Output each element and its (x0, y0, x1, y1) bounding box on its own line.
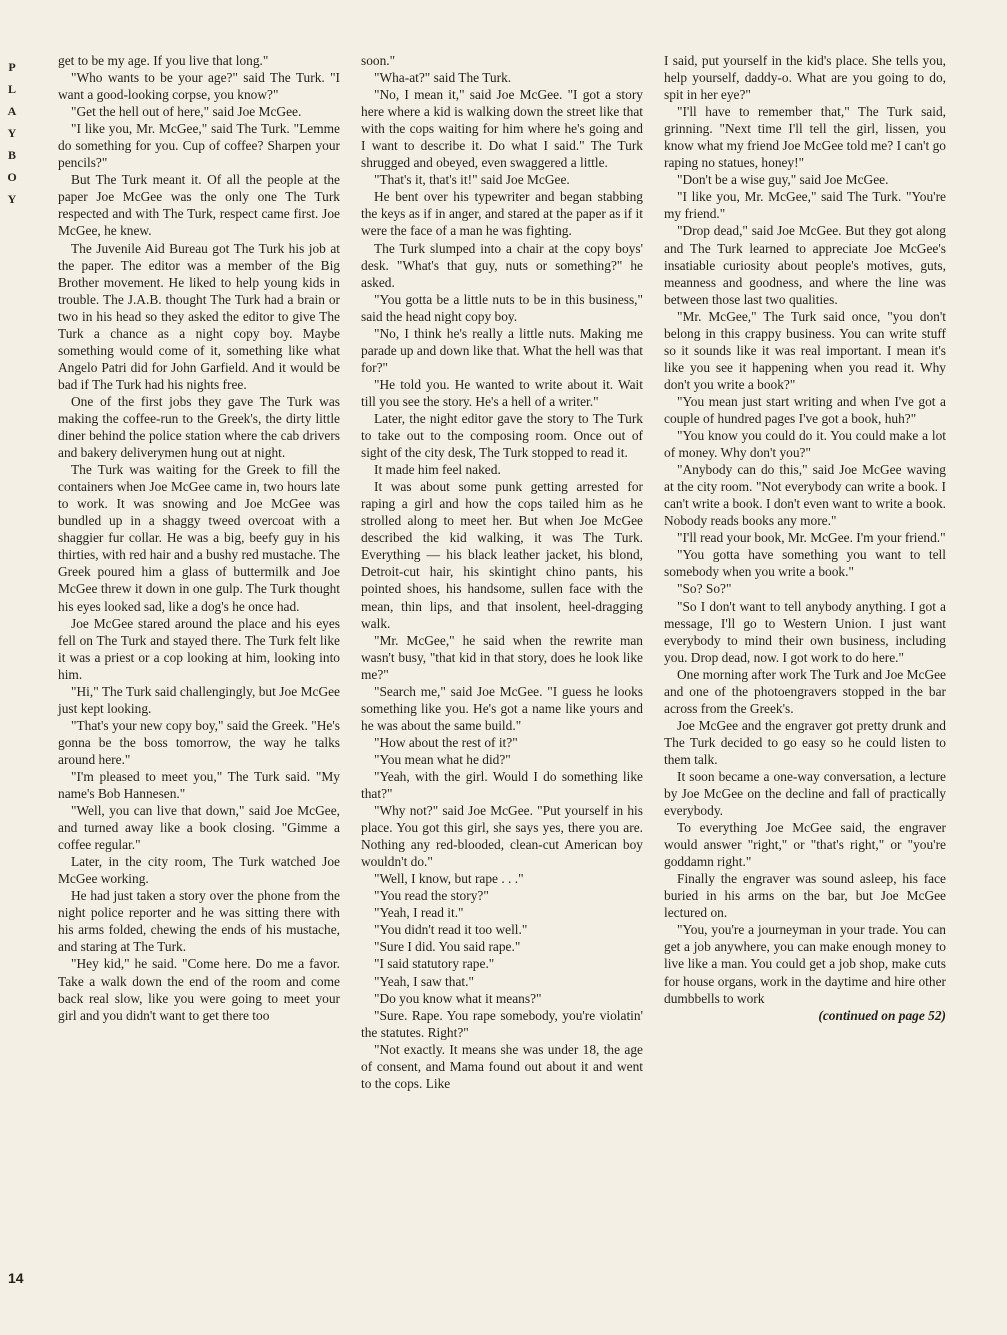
paragraph: "That's it, that's it!" said Joe McGee. (374, 172, 570, 188)
paragraph: One morning after work The Turk and Joe McGee and one of the photoengravers stopped in the bar across from the Greek's. (664, 666, 946, 716)
paragraph: "How about the rest of it?" (374, 734, 518, 750)
paragraph: "So I don't want to tell anybody anything. I got a message, I'll go to Western Union. I just want everybody to mind their own business, including you. Drop dead, now. I got work to do here." (664, 598, 946, 665)
paragraph: To everything Joe McGee said, the engraver would answer "right," or "that's right," or "you're goddamn right." (664, 820, 946, 870)
paragraph: "I said statutory rape." (374, 956, 495, 972)
paragraph: Finally the engraver was sound asleep, his face buried in his arms on the bar, but Joe McGee lectured on. (664, 871, 946, 921)
paragraph: "Sure I did. You said rape." (374, 939, 521, 955)
paragraph: "No, I think he's really a little nuts. Making me parade up and down like that. What the hell was that for?" (361, 325, 643, 375)
paragraph: It soon became a one-way conversation, a lecture by Joe McGee on the decline and fall of practically everybody. (664, 768, 946, 819)
paragraph: Joe McGee and the engraver got pretty drunk and The Turk decided to go easy so he could listen to them talk. (664, 717, 946, 767)
paragraph: "You mean just start writing and when I've got a couple of hundred pages I've got a book, huh?" (664, 393, 946, 426)
paragraph: "I'll have to remember that," The Turk said, grinning. "Next time I'll tell the girl, lissen, you know what my friend Joe McGee told me? I can't go raping no statues, honey!" (664, 104, 946, 171)
spine-letter: Y (7, 126, 17, 140)
spine-letter: L (7, 82, 16, 96)
paragraph: "You gotta be a little nuts to be in this business," said the head night copy boy. (361, 291, 643, 324)
paragraph: "You mean what he did?" (374, 751, 511, 767)
paragraph: "I like you, Mr. McGee," said The Turk. "You're my friend." (664, 189, 946, 222)
paragraph: I said, put yourself in the kid's place. She tells you, help yourself, daddy-o. What are you going to do, spit in her eye?" (664, 53, 946, 103)
paragraph: He had just taken a story over the phone from the night police reporter and he was sitting there with his arms folded, chewing the ends of his mustache, and staring at The Turk. (58, 888, 340, 955)
paragraph: "Yeah, I saw that." (374, 973, 474, 989)
paragraph: get to be my age. If you live that long." (58, 53, 269, 68)
paragraph: "Mr. McGee," he said when the rewrite man wasn't busy, "that kid in that story, does he look like me?" (361, 632, 643, 682)
spine-letter: Y (7, 192, 17, 206)
paragraph: "Yeah, with the girl. Would I do something like that?" (361, 768, 643, 802)
magazine-spine-title (4, 56, 20, 210)
paragraph: The Juvenile Aid Bureau got The Turk his job at the paper. The editor was a member of the Big Brother movement. He liked to help young kids in trouble. The J.A.B. thought The Turk had a brain or two in his head so they asked the editor to give The Turk a chance as a night copy boy. Maybe something would come of it, something like what Angelo Patri did for John Garfield. And it would be bad if The Turk had his nights free. (58, 240, 340, 392)
paragraph: "That's your new copy boy," said the Greek. "He's gonna be the boss tomorrow, the way he talks around here." (58, 717, 340, 767)
paragraph: "Don't be a wise guy," said Joe McGee. (677, 172, 889, 188)
paragraph: Later, in the city room, The Turk watched Joe McGee working. (58, 854, 340, 887)
text-column-2 (361, 52, 643, 1092)
paragraph: "I like you, Mr. McGee," said The Turk. "Lemme do something for you. Cup of coffee? Sharpen your pencils?" (58, 121, 340, 171)
paragraph: "I'm pleased to meet you," The Turk said. "My name's Bob Hannesen." (58, 768, 340, 802)
spine-letter: P (8, 60, 16, 74)
paragraph: "You, you're a journeyman in your trade. You can get a job anywhere, you can make enough money to live like a man. You could get a job shop, make cuts for house organs, work in the daytime and hire other dumbbells to work (664, 922, 946, 1006)
paragraph: soon." (361, 53, 396, 68)
text-column-3 (664, 52, 946, 1024)
paragraph: "Anybody can do this," said Joe McGee waving at the city room. "Not everybody can write a book. I can't write a book. I don't even want to write a book. Nobody reads books any more." (664, 462, 946, 529)
text-column-1 (58, 52, 340, 1024)
paragraph: "Get the hell out of here," said Joe McGee. (71, 104, 302, 120)
paragraph: "He told you. He wanted to write about it. Wait till you see the story. He's a hell of a writer." (361, 376, 643, 409)
paragraph: Joe McGee stared around the place and his eyes fell on The Turk and stayed there. The Turk felt like it was a priest or a cop looking at him, looking into him. (58, 615, 340, 682)
paragraph: "Drop dead," said Joe McGee. But they got along and The Turk learned to appreciate Joe McGee's insatiable curiosity about people's motives, guts, meanness and goodness, and where the line was between those last two qualities. (664, 223, 946, 307)
paragraph: Later, the night editor gave the story to The Turk to take out to the composing room. Once out of sight of the city desk, The Turk stopped to read it. (361, 410, 643, 461)
paragraph: "You didn't read it too well." (374, 922, 528, 938)
paragraph: One of the first jobs they gave The Turk was making the coffee-run to the Greek's, the dirty little diner behind the police station where the cab drivers and bakery deliverymen hung out at night. (58, 393, 340, 461)
paragraph: "You know you could do it. You could make a lot of money. Why don't you?" (664, 428, 946, 461)
spine-letter: B (7, 148, 16, 162)
paragraph: "Well, I know, but rape . . ." (374, 871, 524, 887)
paragraph: "Not exactly. It means she was under 18, the age of consent, and Mama found out about it and went to the cops. Like (361, 1041, 643, 1091)
paragraph: The Turk was waiting for the Greek to fill the containers when Joe McGee came in, two hours late to work. It was snowing and Joe McGee was bundled up in a shaggy tweed overcoat with a shaggier fur collar. He was a big, beefy guy in his thirties, with red hair and a bushy red mustache. The Greek poured him a glass of buttermilk and Joe McGee threw it down in one gulp. The Turk thought his eyes looked sad, like a dog's he once had. (58, 462, 340, 614)
paragraph: It was about some punk getting arrested for raping a girl and how the cops tailed him as he strolled along to meet her. But when Joe McGee described the kid walking, it was The Turk. Everything — his black leather jacket, his blond, Detroit-cut hair, his skintight chino pants, his pointed shoes, his handsome, sullen face with the mean, thin lips, and that insolent, heel-dragging walk. (361, 479, 643, 631)
continued-note: (continued on page 52) (818, 1007, 946, 1023)
paragraph: "Do you know what it means?" (374, 990, 542, 1006)
paragraph: "Mr. McGee," The Turk said once, "you don't belong in this crappy business. You can write stuff so it sounds like it was real important. I mean it's like you see it happening when you read it. Why don't you write a book?" (664, 308, 946, 392)
paragraph: "Wha-at?" said The Turk. (374, 70, 512, 86)
paragraph: "You gotta have something you want to tell somebody when you write a book." (664, 547, 946, 580)
paragraph: "Sure. Rape. You rape somebody, you're violatin' the statutes. Right?" (361, 1007, 643, 1040)
paragraph: "Hey kid," he said. "Come here. Do me a favor. Take a walk down the end of the room and come back real slow, like you were going to meet your girl and you didn't want to get there too (58, 956, 340, 1023)
paragraph: "No, I mean it," said Joe McGee. "I got a story here where a kid is walking down the street like that with the cops waiting for him where he's going and I want to describe it. Do what I said." The Turk shrugged and obeyed, even swaggered a little. (361, 87, 643, 171)
page-number: 14 (8, 1270, 24, 1286)
paragraph: "Who wants to be your age?" said The Turk. "I want a good-looking corpse, you know?" (58, 70, 340, 103)
paragraph: "So? So?" (677, 581, 732, 597)
spine-letter: O (7, 170, 17, 184)
paragraph: "Well, you can live that down," said Joe McGee, and turned away like a book closing. "Gimme a coffee regular." (58, 803, 340, 853)
paragraph: "Search me," said Joe McGee. "I guess he looks something like you. He's got a name like yours and he was about the same build." (361, 683, 643, 733)
paragraph: He bent over his typewriter and began stabbing the keys as if in anger, and stared at the paper as if it were the face of a man he was fighting. (361, 189, 643, 239)
paragraph: "I'll read your book, Mr. McGee. I'm your friend." (677, 530, 946, 546)
paragraph: "Why not?" said Joe McGee. "Put yourself in his place. You got this girl, she says yes, there you are. Nothing any red-blooded, clean-cut American boy wouldn't do." (361, 803, 643, 870)
paragraph: It made him feel naked. (374, 462, 501, 478)
paragraph: But The Turk meant it. Of all the people at the paper Joe McGee was the only one The Turk respected and with The Turk, respect came first. Joe McGee, he knew. (58, 172, 340, 239)
paragraph: "Hi," The Turk said challengingly, but Joe McGee just kept looking. (58, 683, 340, 716)
paragraph: "Yeah, I read it." (374, 905, 464, 921)
paragraph: "You read the story?" (374, 888, 489, 904)
spine-letter: A (7, 104, 17, 118)
paragraph: The Turk slumped into a chair at the copy boys' desk. "What's that guy, nuts or something?" he asked. (361, 240, 643, 290)
